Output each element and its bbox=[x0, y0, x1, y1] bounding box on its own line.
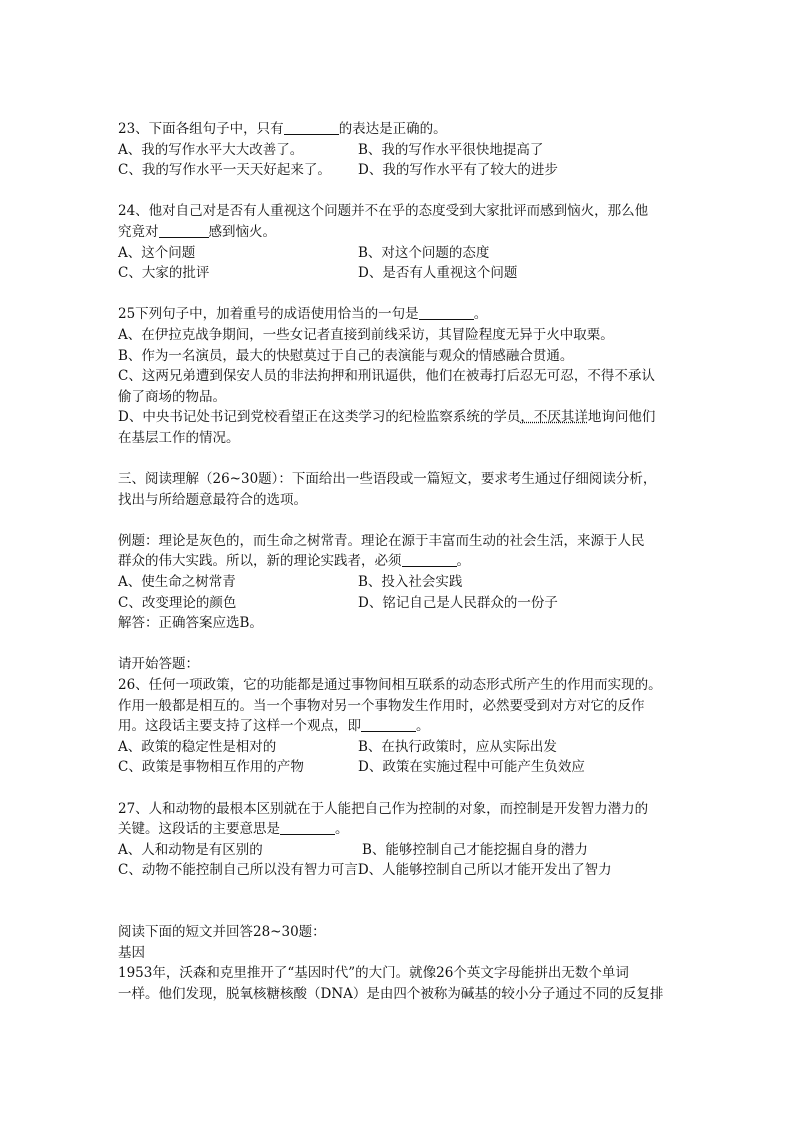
passage-intro: 阅读下面的短文并回答28~30题： bbox=[118, 923, 326, 940]
q25-option-a: A、在伊拉克战争期间，一些女记者直接到前线采访，其冒险程度无异于火中取栗。 bbox=[118, 326, 614, 343]
q24-options-row2 bbox=[118, 263, 688, 284]
document-page bbox=[118, 119, 688, 1004]
answer-blank bbox=[361, 717, 416, 732]
example-line2: 群众的伟大实践。所以，新的理论实践者，必须 。 bbox=[118, 553, 470, 570]
q23-option-d: D、我的写作水平有了较大的进步 bbox=[358, 162, 558, 179]
q26-option-d: D、政策在实施过程中可能产生负效应 bbox=[358, 759, 585, 776]
q25-option-b: B、作为一名演员，最大的快慰莫过于自己的表演能与观众的情感融合贯通。 bbox=[118, 347, 574, 364]
q23-options-row1 bbox=[118, 140, 688, 161]
answer-blank bbox=[402, 552, 457, 567]
q23-option-a: A、我的写作水平大大改善了。 bbox=[118, 141, 304, 158]
q23-options-row2 bbox=[118, 160, 688, 181]
passage-line1: 1953年，沃森和克里推开了“基因时代”的大门。就像26个英文字母能拼出无数个单词 bbox=[118, 965, 629, 982]
section3-heading-line2: 找出与所给题意最符合的选项。 bbox=[118, 491, 307, 508]
q24-options-row1 bbox=[118, 243, 688, 264]
q26-option-b: B、在执行政策时，应从实际出发 bbox=[358, 738, 557, 755]
emphasized-idiom: ，不厌其详 bbox=[520, 409, 588, 426]
q24-option-c: C、大家的批评 bbox=[118, 265, 210, 282]
example-answer: 解答：正确答案应选B。 bbox=[118, 615, 263, 632]
q27-stem-line1: 27、人和动物的最根本区别就在于人能把自己作为控制的对象，而控制是开发智力潜力的 bbox=[118, 800, 649, 817]
example-options-row1 bbox=[118, 572, 688, 593]
q26-stem-line2: 作用一般都是相互的。当一个事物对另一个事物发生作用时，必然要受到对方对它的反作 bbox=[118, 697, 645, 714]
q23-option-c: C、我的写作水平一天天好起来了。 bbox=[118, 162, 331, 179]
q23-stem: 23、下面各组句子中，只有 的表达是正确的。 bbox=[118, 121, 447, 137]
q23-option-b: B、我的写作水平很快地提高了 bbox=[358, 141, 544, 158]
example-option-d: D、铭记自己是人民群众的一份子 bbox=[358, 594, 558, 611]
passage-line2: 一样。他们发现，脱氧核糖核酸（DNA）是由四个被称为碱基的较小分子通过不同的反复排 bbox=[118, 985, 664, 1002]
q24-option-b: B、对这个问题的态度 bbox=[358, 244, 490, 261]
q27-options-row1 bbox=[118, 840, 688, 861]
example-option-b: B、投入社会实践 bbox=[358, 574, 463, 591]
q24-option-d: D、是否有人重视这个问题 bbox=[358, 265, 518, 282]
example-line1: 例题：理论是灰色的，而生命之树常青。理论在源于丰富而生动的社会生活，来源于人民 bbox=[118, 532, 645, 549]
q24-stem-line2: 究竟对 感到恼火。 bbox=[118, 223, 276, 240]
answer-blank bbox=[419, 305, 474, 320]
q26-option-c: C、政策是事物相互作用的产物 bbox=[118, 759, 304, 776]
q25-option-d-line2: 在基层工作的情况。 bbox=[118, 429, 240, 446]
q25-option-c-line2: 偷了商场的物品。 bbox=[118, 388, 226, 405]
answer-blank bbox=[280, 820, 335, 835]
answer-blank bbox=[159, 223, 209, 238]
example-option-c: C、改变理论的颜色 bbox=[118, 594, 237, 611]
passage-title: 基因 bbox=[118, 944, 145, 961]
q25-option-c-line1: C、这两兄弟遭到保安人员的非法拘押和刑讯逼供，他们在被毒打后忍无可忍，不得不承认 bbox=[118, 368, 655, 385]
example-option-a: A、使生命之树常青 bbox=[118, 574, 236, 591]
q27-options-cd: C、动物不能控制自己所以没有智力可言D、人能够控制自己所以才能开发出了智力 bbox=[118, 862, 612, 879]
q24-stem-line1: 24、他对自己对是否有人重视这个问题并不在乎的态度受到大家批评而感到恼火，那么他 bbox=[118, 203, 649, 220]
q27-option-a: A、人和动物是有区别的 bbox=[118, 841, 263, 858]
q26-option-a: A、政策的稳定性是相对的 bbox=[118, 738, 277, 755]
q26-options-row1 bbox=[118, 737, 688, 758]
section3-heading-line1: 三、阅读理解（26~30题）：下面给出一些语段或一篇短文，要求考生通过仔细阅读分析， bbox=[118, 471, 657, 488]
q26-options-row2 bbox=[118, 757, 688, 778]
q25-stem: 25下列句子中，加着重号的成语使用恰当的一句是 。 bbox=[118, 306, 488, 323]
example-options-row2 bbox=[118, 593, 688, 614]
answer-blank bbox=[284, 120, 339, 135]
q26-stem-line1: 26、任何一项政策，它的功能都是通过事物间相互联系的动态形式所产生的作用而实现的。 bbox=[118, 677, 662, 694]
q26-stem-line3: 用。这段话主要支持了这样一个观点，即 。 bbox=[118, 718, 430, 735]
q25-option-d-line1: D、中央书记处书记到党校看望正在这类学习的纪检监察系统的学员，不厌其详地询问他们 bbox=[118, 409, 656, 426]
q27-stem-line2: 关键。这段话的主要意思是 。 bbox=[118, 821, 349, 838]
start-label: 请开始答题： bbox=[118, 656, 199, 673]
q24-option-a: A、这个问题 bbox=[118, 244, 196, 261]
q27-option-b: B、能够控制自己才能挖掘自身的潜力 bbox=[362, 841, 588, 858]
